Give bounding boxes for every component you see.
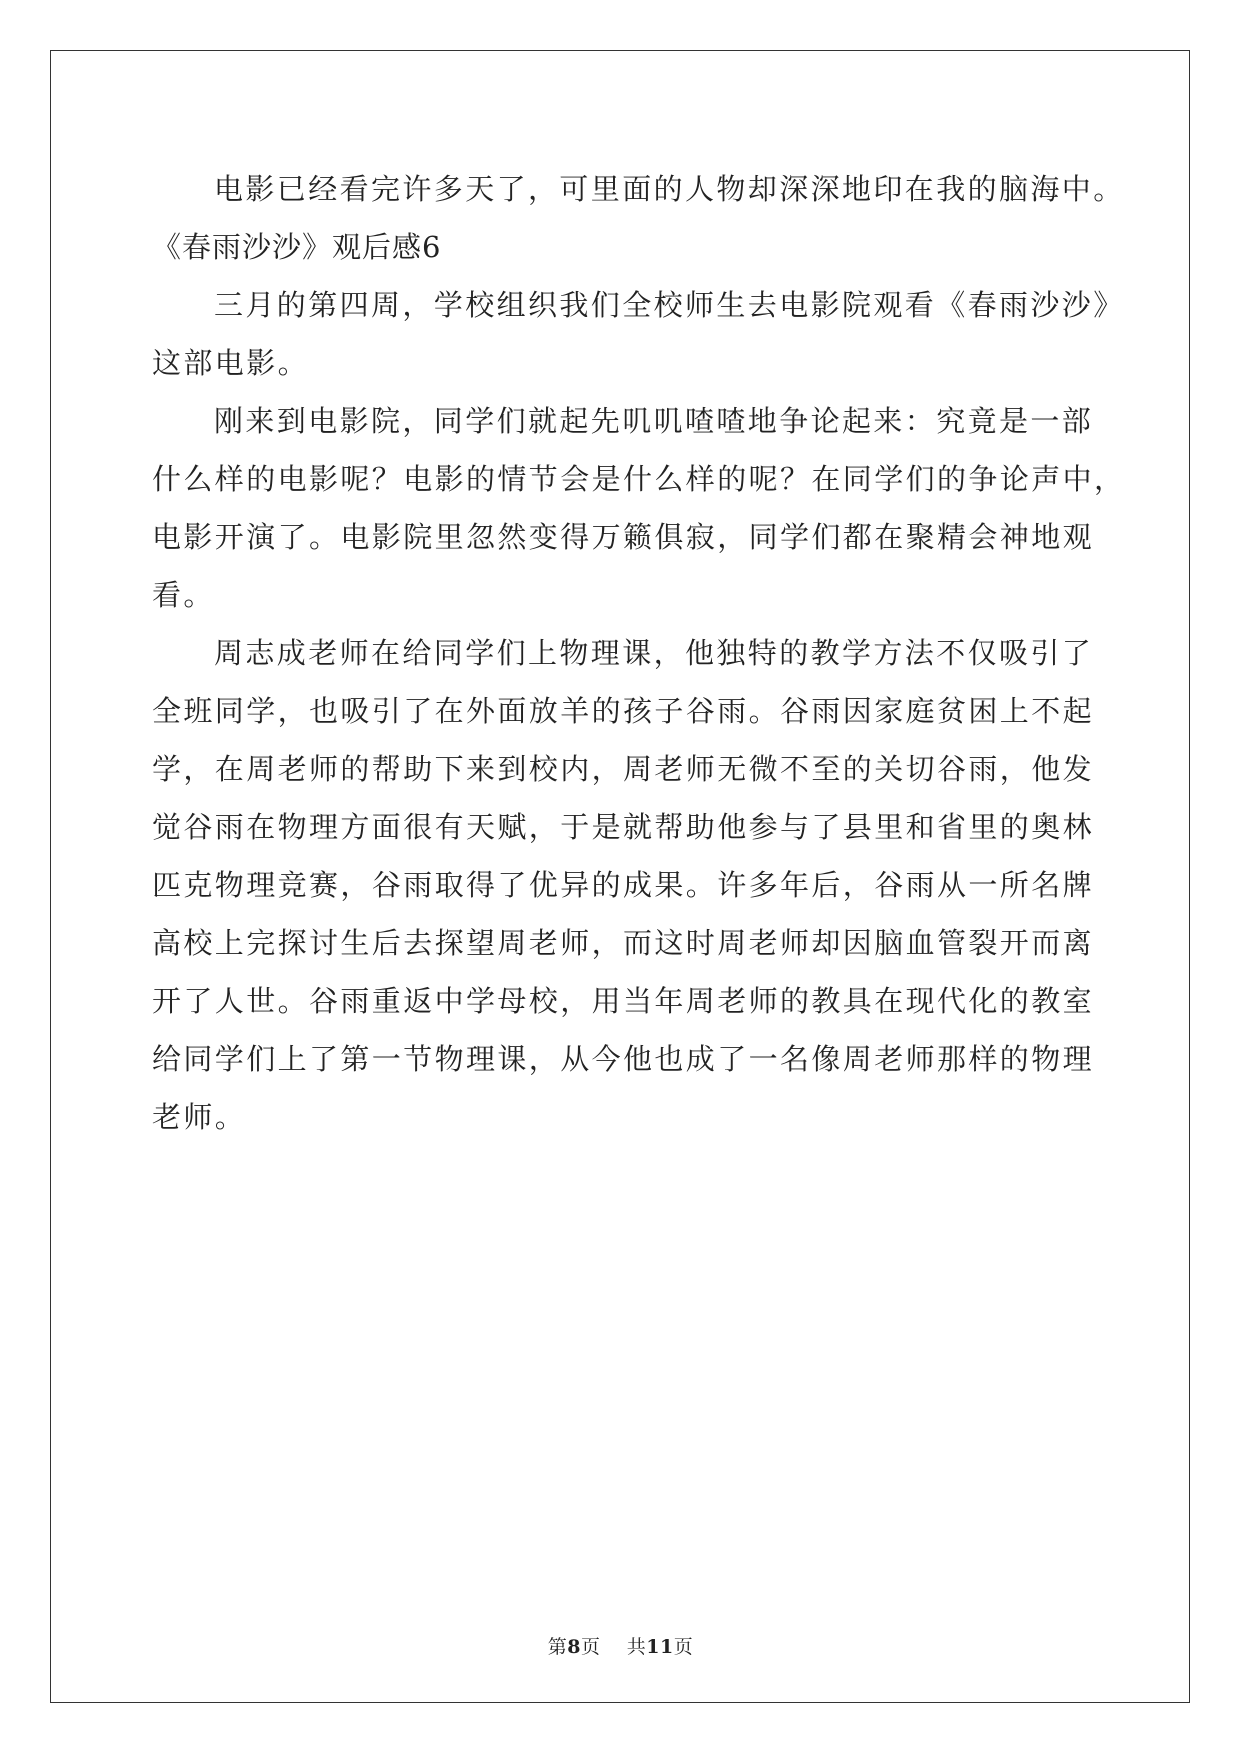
total-prefix: 共 [626, 1636, 647, 1658]
document-body [152, 160, 1126, 1146]
paragraph-line: 觉谷雨在物理方面很有天赋，于是就帮助他参与了县里和省里的奥林 [152, 810, 1095, 844]
paragraph-line: 学，在周老师的帮助下来到校内，周老师无微不至的关切谷雨，他发 [152, 752, 1095, 786]
paragraph-line: 三月的第四周，学校组织我们全校师生去电影院观看《春雨沙沙》 [214, 288, 1125, 322]
total-label: 页 [673, 1636, 694, 1658]
page-prefix: 第 [547, 1636, 568, 1658]
paragraph-line: 老师。 [152, 1100, 247, 1134]
paragraph-line: 高校上完探讨生后去探望周老师，而这时周老师却因脑血管裂开而离 [152, 926, 1095, 960]
paragraph-line: 刚来到电影院，同学们就起先叽叽喳喳地争论起来：究竟是一部 [214, 404, 1094, 438]
paragraph-line: 全班同学，也吸引了在外面放羊的孩子谷雨。谷雨因家庭贫困上不起 [152, 694, 1095, 728]
page-label: 页 [581, 1636, 601, 1658]
page-total: 11 [646, 1636, 674, 1658]
page-current: 8 [567, 1636, 582, 1658]
paragraph-line: 开了人世。谷雨重返中学母校，用当年周老师的教具在现代化的教室 [152, 984, 1095, 1018]
paragraph-line: 给同学们上了第一节物理课，从今他也成了一名像周老师那样的物理 [152, 1042, 1095, 1076]
page-footer [0, 1632, 1241, 1659]
section-title: 《春雨沙沙》观后感6 [152, 230, 442, 264]
paragraph-line: 匹克物理竞赛，谷雨取得了优异的成果。许多年后，谷雨从一所名牌 [152, 868, 1095, 902]
paragraph-line: 电影已经看完许多天了，可里面的人物却深深地印在我的脑海中。 [214, 172, 1125, 206]
paragraph-line: 这部电影。 [152, 346, 310, 380]
paragraph-line: 电影开演了。电影院里忽然变得万籁俱寂，同学们都在聚精会神地观 [152, 520, 1095, 554]
paragraph-line: 什么样的电影呢？电影的情节会是什么样的呢？在同学们的争论声中， [152, 462, 1126, 496]
paragraph-line: 周志成老师在给同学们上物理课，他独特的教学方法不仅吸引了 [214, 636, 1094, 670]
paragraph-line: 看。 [152, 578, 215, 612]
